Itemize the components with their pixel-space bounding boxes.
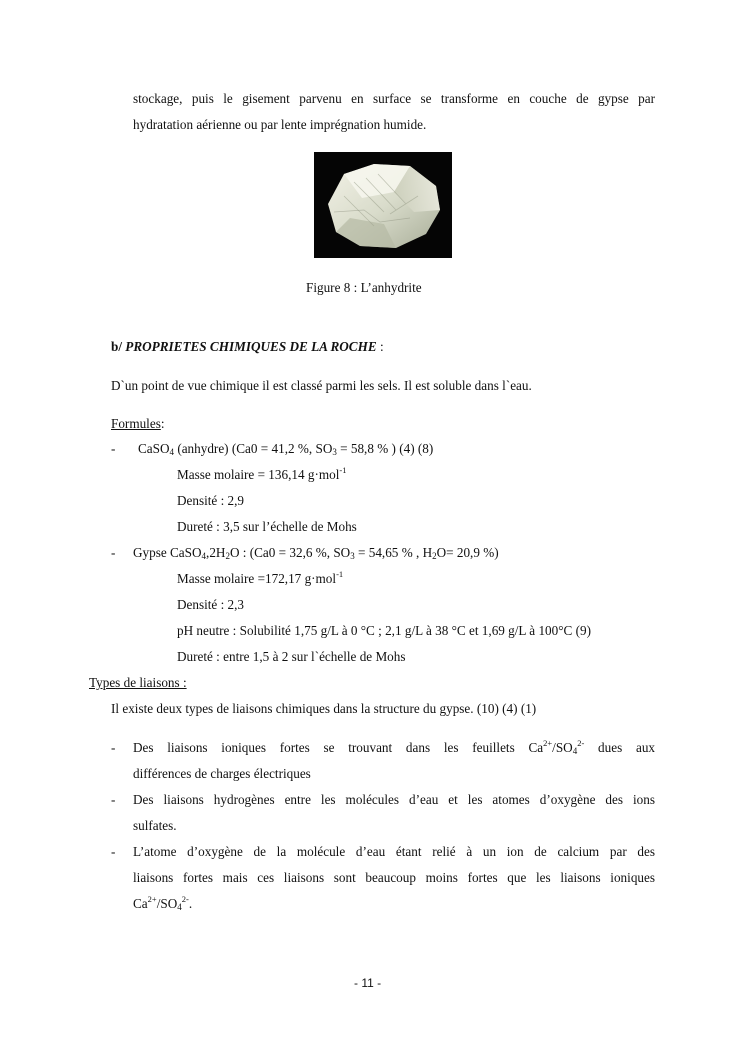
liaison-3-line-2: liaisons fortes mais ces liaisons sont beaucoup moins fortes que les liaisons ioniques — [133, 870, 655, 885]
liaisons-heading: Types de liaisons : — [89, 675, 187, 690]
bullet-liaison-1: - — [111, 740, 116, 755]
anhydrite-masse: Masse molaire = 136,14 g·mol$^{-1}$ — [177, 465, 347, 482]
liaison-3-line-3: $Ca^{2+}/SO_4^{2-}$. — [133, 894, 193, 912]
section-b-prefix: b/ — [111, 339, 122, 354]
intro-line-2: hydratation aérienne ou par lente imprégnation humide. — [133, 117, 427, 132]
section-b-intro: D`un point de vue chimique il est classé parmi les sels. Il est soluble dans l`eau. — [111, 378, 532, 393]
formules-colon: : — [160, 416, 165, 431]
gypse-durete: Dureté : entre 1,5 à 2 sur l`échelle de Mohs — [177, 649, 406, 664]
gypse-masse: Masse molaire =172,17 g·mol$^{-1}$ — [177, 569, 344, 586]
liaison-1-line-2: différences de charges électriques — [133, 766, 311, 781]
liaison-1-line-1: Des liaisons ioniques fortes se trouvant dans les feuillets $Ca^{2+}/SO_4^{2-}$ dues aux — [133, 738, 656, 756]
anhydrite-durete: Dureté : 3,5 sur l’échelle de Mohs — [177, 519, 357, 534]
liaison-3-line-1: L’atome d’oxygène de la molécule d’eau étant relié à un ion de calcium par des — [133, 844, 655, 859]
intro-line-1: stockage, puis le gisement parvenu en surface se transforme en couche de gypse par — [133, 91, 655, 106]
anhydrite-densite: Densité : 2,9 — [177, 493, 245, 508]
anhydrite-formula: CaSO$_4$ (anhydre) (Ca0 = 41,2 %, $SO_3 = 58,8$ % ) (4) (8) — [138, 441, 434, 457]
liaisons-intro: Il existe deux types de liaisons chimiques dans la structure du gypse. (10) (4) (1) — [111, 701, 537, 716]
anhydrite-photo — [314, 152, 452, 258]
gypse-ph: pH neutre : Solubilité 1,75 g/L à 0 °C ; 2,1 g/L à 38 °C et 1,69 g/L à 100°C (9) — [177, 623, 591, 638]
bullet-liaison-3: - — [111, 844, 116, 859]
liaison-2-line-2: sulfates. — [133, 818, 177, 833]
anhydrite-crystal-image — [314, 152, 452, 258]
gypse-densite: Densité : 2,3 — [177, 597, 245, 612]
bullet-anhydrite: - — [111, 441, 116, 456]
gypse-formula: Gypse $CaSO_4,2H_2O$ : (Ca0 = 32,6 %, $SO_3 = 54,65$ % , $H_2O= 20,9$ %) — [133, 545, 499, 561]
formules-label-text: Formules — [111, 416, 161, 431]
page-number: - 11 - — [354, 976, 382, 990]
figure-caption: Figure 8 : L’anhydrite — [306, 280, 422, 295]
section-b-title: PROPRIETES CHIMIQUES DE LA ROCHE — [125, 339, 377, 354]
section-b-suffix: : — [376, 339, 384, 354]
section-b-heading — [111, 339, 384, 355]
bullet-liaison-2: - — [111, 792, 116, 807]
formules-label — [111, 416, 165, 432]
liaison-2-line-1: Des liaisons hydrogènes entre les molécules d’eau et les atomes d’oxygène des ions — [133, 792, 655, 807]
bullet-gypse: - — [111, 545, 116, 560]
